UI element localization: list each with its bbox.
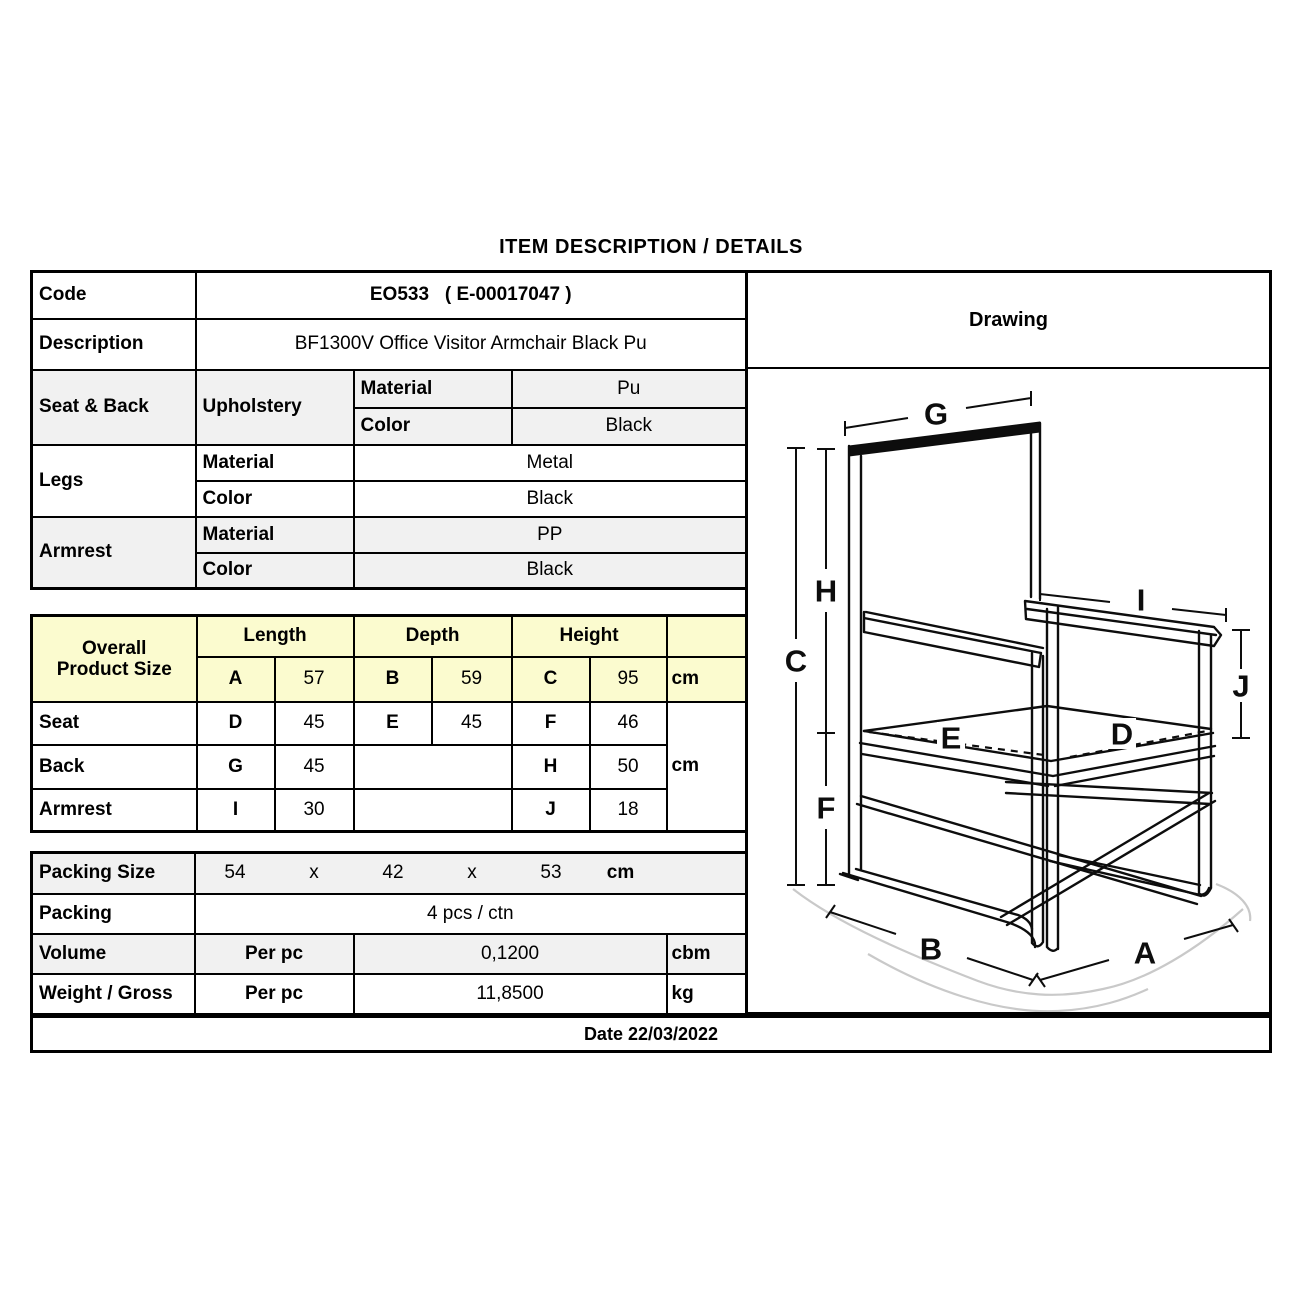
legs-material-value-cell: Metal [354,445,747,481]
dim-label-a: A [1133,935,1157,971]
armrest-color-value-cell: Black [354,553,747,589]
armrest-row-label-cell: Armrest [32,789,197,832]
product-size-table [30,614,748,833]
back-row-label-cell: Back [32,745,197,789]
right-armrest [1025,601,1221,646]
volume-unit-cell: cbm [667,934,747,974]
chair-frame [840,422,1221,951]
packing-table [30,851,748,1016]
right-front-leg [1199,631,1211,896]
overall-b-value-cell: 59 [432,657,512,702]
overall-b-cell: B [354,657,432,702]
packing-size-x1: x [309,862,319,884]
seat-d-value-cell: 45 [275,702,354,745]
dim-label-c: C [784,643,808,679]
page-title: ITEM DESCRIPTION / DETAILS [499,236,803,258]
code-value-cell: EO533 ( E-00017047 ) [196,272,747,319]
drawing-header [748,273,1269,369]
date-row [30,1015,1272,1053]
upholstery-cell: Upholstery [196,370,354,445]
depth-header-cell: Depth [354,616,512,657]
dim-label-g: G [923,396,949,432]
back-h-value-cell: 50 [590,745,667,789]
seat-back-material-value-cell: Pu [512,370,747,408]
legs-material-label-cell: Material [196,445,354,481]
seat-back-label-cell: Seat & Back [32,370,196,445]
armrest-i-value-cell: 30 [275,789,354,832]
backrest-right-edge [1031,423,1040,599]
packing-value-cell: 4 pcs / ctn [195,894,747,934]
back-h-cell: H [512,745,590,789]
armrest-empty-cell [354,789,512,832]
left-armrest [864,612,1043,667]
weight-unit-cell: kg [667,974,747,1015]
overall-line1: Overall [82,637,147,659]
size-header-empty-cell [667,616,747,657]
weight-label-cell: Weight / Gross [32,974,195,1015]
packing-size-label-cell: Packing Size [32,853,195,894]
back-empty-cell [354,745,512,789]
overall-a-value-cell: 57 [275,657,354,702]
dim-label-i: I [1136,582,1146,618]
rows-unit-cell: cm [667,702,747,832]
packing-size-x2: x [467,862,477,884]
volume-value-cell: 0,1200 [354,934,667,974]
packing-size-v3: 53 [540,862,562,884]
seat-back-color-value-cell: Black [512,408,747,445]
dim-label-b: B [919,931,943,967]
volume-label-cell: Volume [32,934,195,974]
overall-line2: Product Size [56,658,172,680]
backrest-left-post [849,446,861,875]
drawing-title: Drawing [969,308,1048,331]
height-header-cell: Height [512,616,667,657]
legs-label-cell: Legs [32,445,196,517]
seat-rails [860,743,1215,786]
overall-product-size-cell [32,616,197,702]
weight-per-cell: Per pc [195,974,354,1015]
drawing-panel [745,270,1272,1015]
front-left-post [1032,653,1043,946]
dim-label-d: D [1110,716,1134,752]
code-label-cell: Code [32,272,196,319]
dimension-lines [784,391,1250,987]
armrest-material-value-cell: PP [354,517,747,553]
back-g-cell: G [197,745,275,789]
overall-unit-cell: cm [667,657,747,702]
armrest-material-label-cell: Material [196,517,354,553]
dim-label-h: H [814,573,838,609]
dim-label-j: J [1232,668,1250,704]
seat-e-cell: E [354,702,432,745]
armrest-label-cell: Armrest [32,517,196,589]
date-text: Date 22/03/2022 [583,1023,719,1044]
brace-x1 [857,796,1201,904]
packing-size-v2: 42 [382,862,404,884]
seat-f-cell: F [512,702,590,745]
overall-a-cell: A [197,657,275,702]
armrest-j-value-cell: 18 [590,789,667,832]
description-value-cell: BF1300V Office Visitor Armchair Black Pu [196,319,747,370]
seat-d-cell: D [197,702,275,745]
seat-row-label-cell: Seat [32,702,197,745]
weight-value-cell: 11,8500 [354,974,667,1015]
armrest-i-cell: I [197,789,275,832]
description-label-cell: Description [32,319,196,370]
packing-label-cell: Packing [32,894,195,934]
seat-back-material-label-cell: Material [354,370,512,408]
legs-color-value-cell: Black [354,481,747,517]
seat-f-value-cell: 46 [590,702,667,745]
back-g-value-cell: 45 [275,745,354,789]
packing-size-unit: cm [606,862,635,884]
armrest-j-cell: J [512,789,590,832]
chair-technical-drawing [748,369,1269,1012]
overall-c-cell: C [512,657,590,702]
dim-label-e: E [940,720,962,756]
dim-label-f: F [816,790,836,826]
volume-per-cell: Per pc [195,934,354,974]
ground-contour [793,884,1250,1011]
item-info-table [30,270,748,590]
seat-back-color-label-cell: Color [354,408,512,445]
legs-color-label-cell: Color [196,481,354,517]
armrest-color-label-cell: Color [196,553,354,589]
seat-e-value-cell: 45 [432,702,512,745]
packing-size-value-cell [195,853,747,894]
length-header-cell: Length [197,616,354,657]
overall-c-value-cell: 95 [590,657,667,702]
packing-size-v1: 54 [224,862,246,884]
